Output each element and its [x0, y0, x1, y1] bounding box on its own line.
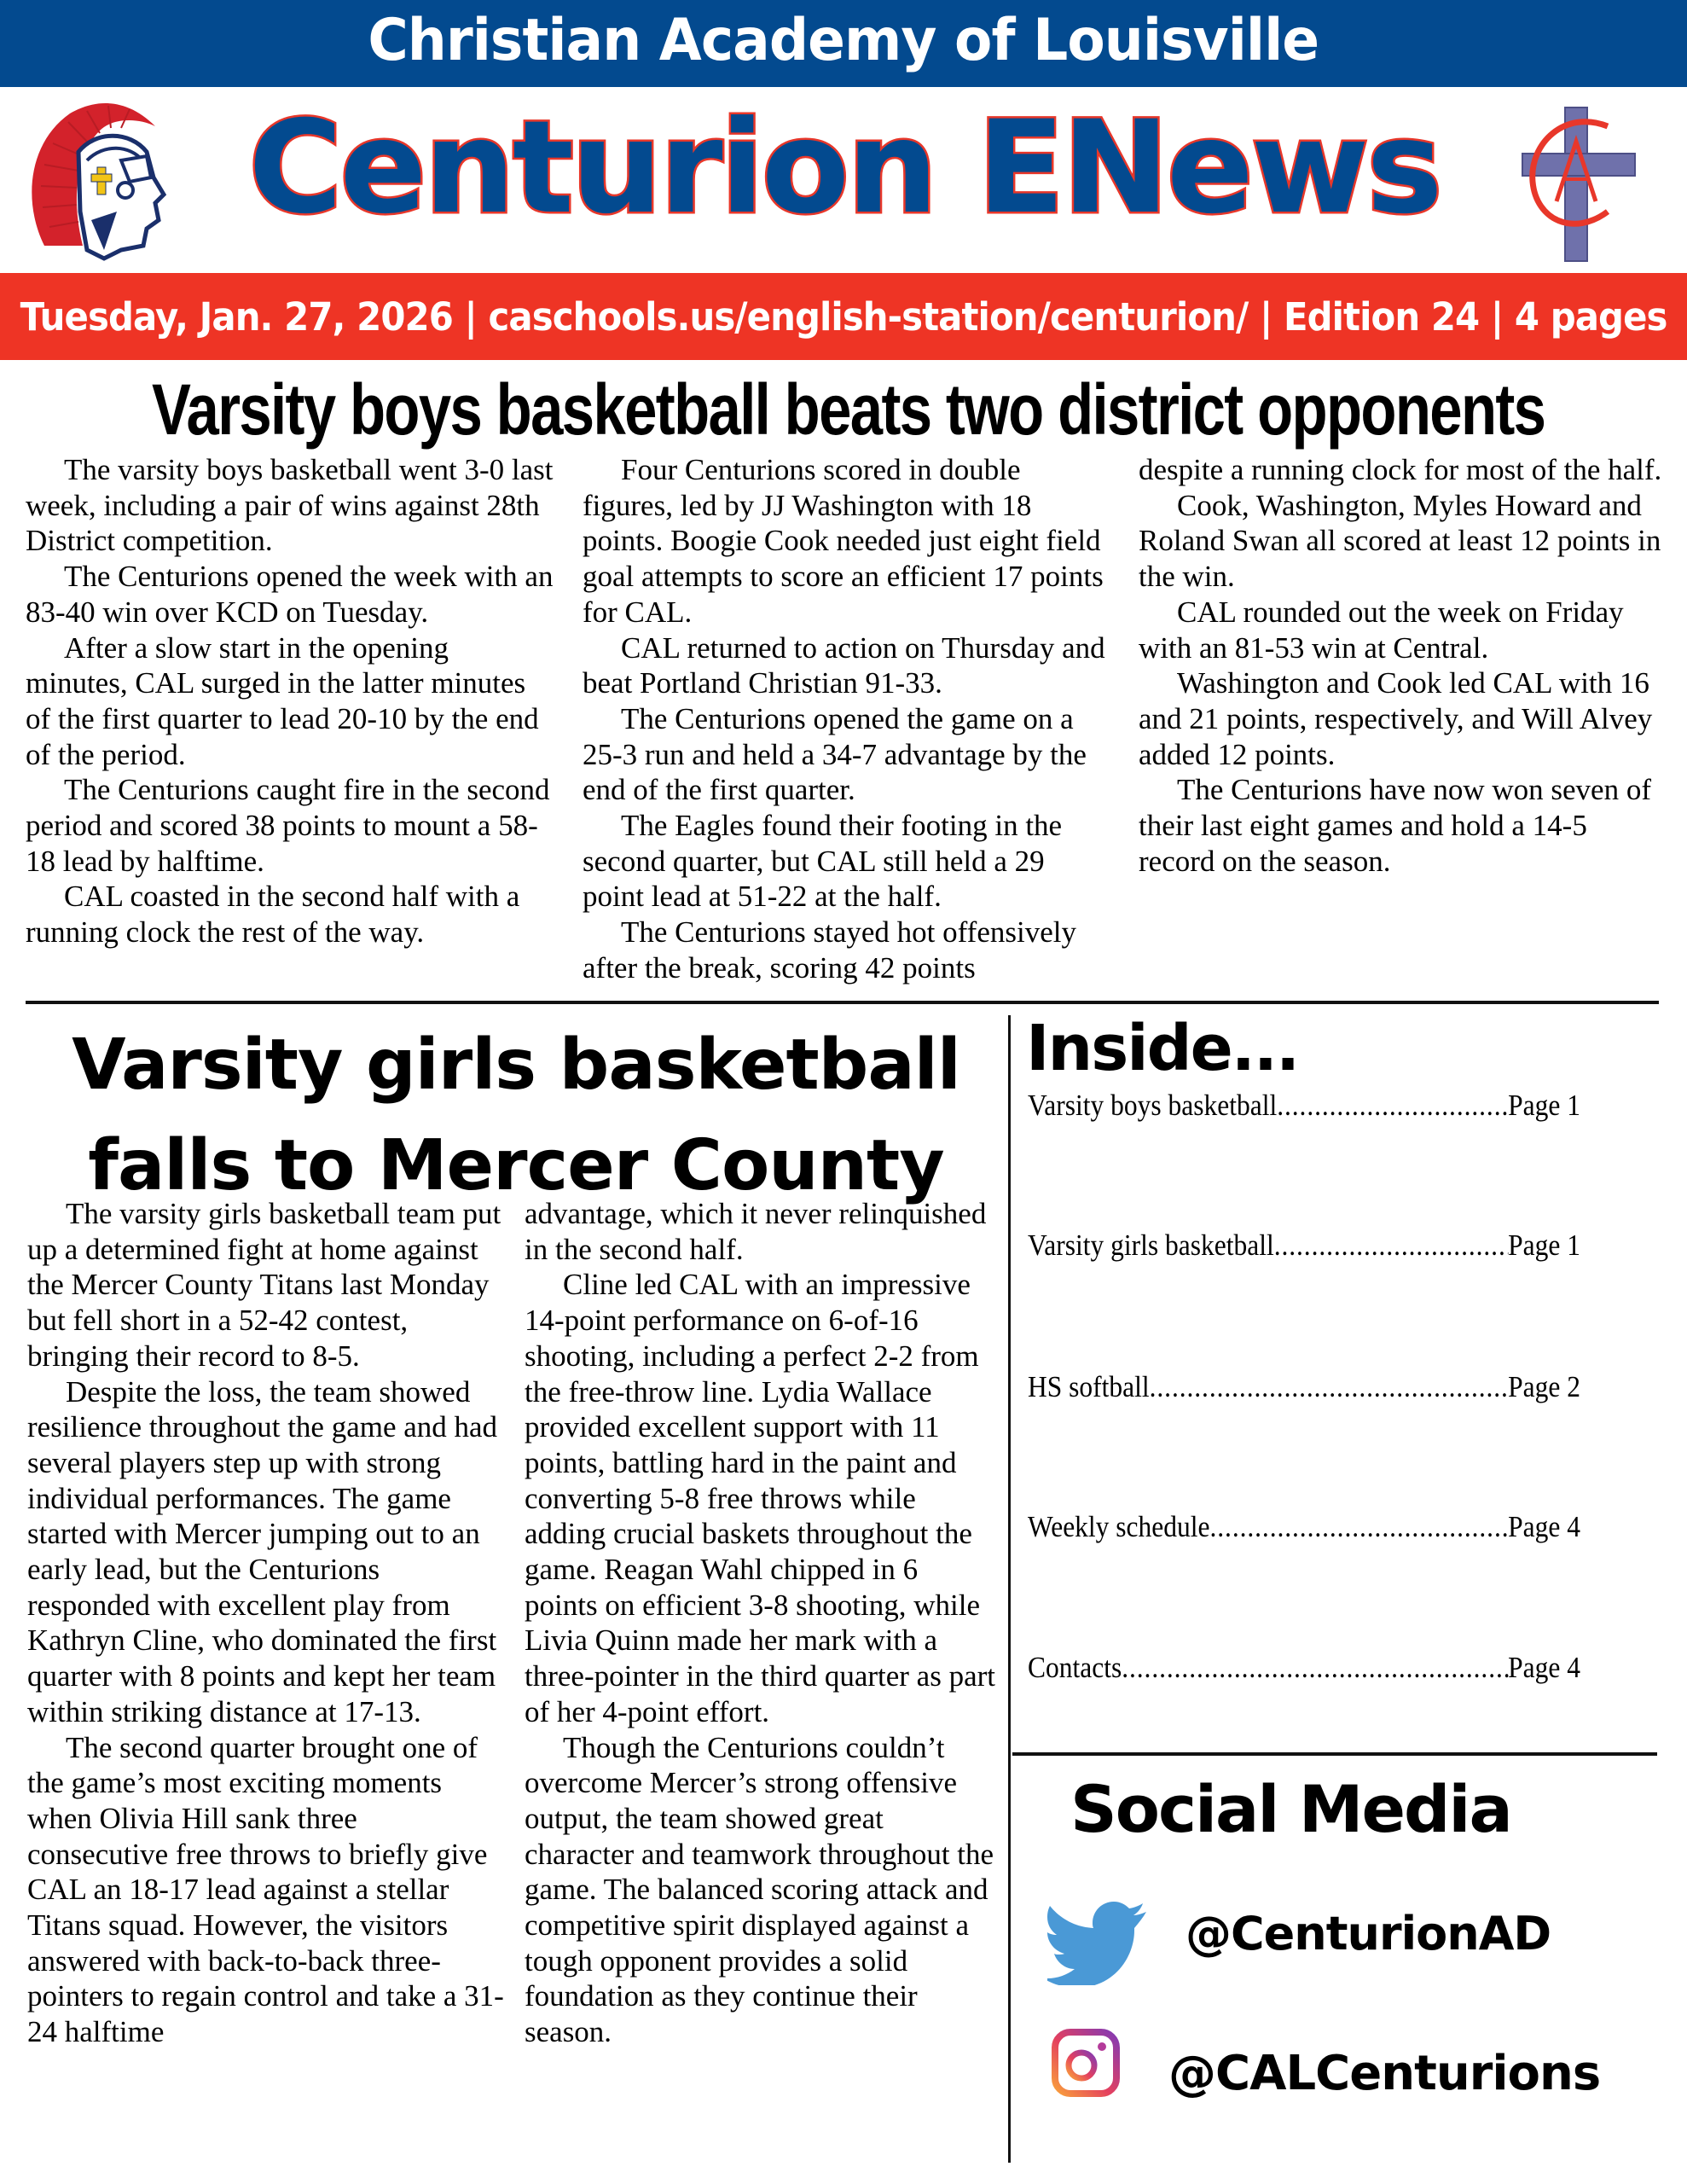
centurion-mascot-logo-icon [19, 92, 181, 263]
boys-basketball-headline: Varsity boys basketball beats two district opponents [152, 369, 1545, 450]
toc-item-hs-softball[interactable] [1028, 1372, 1580, 1402]
paragraph: The Centurions opened the game on a 25-3 run and held a 34-7 advantage by the end of the first quarter. [583, 701, 1087, 807]
issue-info: Tuesday, Jan. 27, 2026 | caschools.us/english-station/centurion/ | Edition 24 | 4 pages [20, 293, 1667, 340]
toc-label: HS softball [1028, 1370, 1150, 1403]
paragraph: Though the Centurions couldn’t overcome Mercer’s strong offensive output, the team showed great character and teamwork throughout the game. The balanced scoring attack and competitive spirit displayed against a tough opponent provides a solid foundation as they continue their season. [525, 1730, 994, 2049]
toc-page: Page 4 [1508, 1510, 1580, 1543]
toc-label: Weekly schedule [1028, 1510, 1210, 1543]
boys-article-column-3 [1139, 452, 1667, 879]
section-divider [26, 1001, 1659, 1004]
toc-page: Page 1 [1508, 1228, 1580, 1262]
boys-article-column-2 [583, 452, 1111, 986]
paragraph: Cook, Washington, Myles Howard and Roland Swan all scored at least 12 points in the win. [1139, 488, 1661, 594]
paragraph: CAL returned to action on Thursday and beat Portland Christian 91-33. [583, 630, 1105, 700]
paragraph: The varsity girls basketball team put up a determined fight at home against the Mercer County Titans last Monday but fell short in a 52-42 contest, bringing their record to 8-5. [27, 1197, 501, 1373]
toc-item-girls-basketball[interactable] [1028, 1230, 1580, 1260]
toc-leader-dots [1277, 1090, 1508, 1120]
toc-leader-dots [1122, 1653, 1508, 1682]
school-name-banner [0, 0, 1687, 87]
inside-title: Inside... [1026, 1012, 1299, 1085]
paragraph: Four Centurions scored in double figures, led by JJ Washington with 18 points. Boogie Cook needed just eight field goal attempts to score an efficient 17 points for CAL. [583, 453, 1104, 629]
toc-leader-dots [1274, 1230, 1508, 1260]
newsletter-title: Centurion ENews [248, 94, 1441, 242]
sidebar-divider [1012, 1752, 1657, 1756]
toc-item-weekly-schedule[interactable] [1028, 1512, 1580, 1542]
toc-item-boys-basketball[interactable] [1028, 1090, 1580, 1120]
toc-label: Varsity girls basketball [1028, 1228, 1274, 1262]
twitter-bird-icon[interactable] [1047, 1900, 1150, 1985]
paragraph: The varsity boys basketball went 3-0 last week, including a pair of wins against 28th District competition. [26, 453, 554, 558]
paragraph: CAL coasted in the second half with a running clock the rest of the way. [26, 880, 520, 950]
paragraph: CAL rounded out the week on Friday with an 81-53 win at Central. [1139, 595, 1624, 665]
toc-leader-dots [1150, 1372, 1508, 1402]
school-name: Christian Academy of Louisville [368, 7, 1319, 74]
paragraph: The Centurions stayed hot offensively after the break, scoring 42 points [583, 915, 1076, 985]
paragraph: After a slow start in the opening minutes, CAL surged in the latter minutes of the first quarter to lead 20-10 by the end of the period. [26, 630, 539, 771]
headline-line: falls to Mercer County [88, 1125, 944, 1206]
issue-info-banner [0, 273, 1687, 360]
paragraph: Washington and Cook led CAL with 16 and 21 points, respectively, and Will Alvey added 12 points. [1139, 666, 1653, 771]
boys-article-column-1 [26, 452, 554, 950]
paragraph: advantage, which it never relinquished in the second half. [525, 1197, 987, 1266]
paragraph: The second quarter brought one of the game’s most exciting moments when Olivia Hill sank three consecutive free throws to briefly give CAL an 18-17 lead against a stellar Titans squad. However, the visitors answered with back-to-back three-pointers to regain control and take a 31-24 halftime [27, 1730, 504, 2049]
girls-article-column-2 [525, 1196, 998, 2050]
toc-page: Page 4 [1508, 1651, 1580, 1684]
toc-label: Contacts [1028, 1651, 1122, 1684]
paragraph: The Centurions caught fire in the second period and scored 38 points to mount a 58-18 lead by halftime. [26, 773, 550, 878]
toc-page: Page 2 [1508, 1370, 1580, 1403]
paragraph: The Eagles found their footing in the second quarter, but CAL still held a 29 point lead at 51-22 at the half. [583, 809, 1063, 914]
paragraph: despite a running clock for most of the half. [1139, 453, 1662, 486]
masthead [0, 87, 1687, 273]
paragraph: The Centurions opened the week with an 83-40 win over KCD on Tuesday. [26, 560, 554, 629]
instagram-handle[interactable]: @CALCenturions [1168, 2046, 1601, 2101]
paragraph: The Centurions have now won seven of their last eight games and hold a 14-5 record on the season. [1139, 773, 1651, 878]
column-divider [1008, 1015, 1011, 2163]
toc-page: Page 1 [1508, 1089, 1580, 1122]
paragraph: Cline led CAL with an impressive 14-point performance on 6-of-16 shooting, including a perfect 2-2 from the free-throw line. Lydia Wallace provided excellent support with 11 points, battling hard in the paint and converting 5-8 free throws while adding crucial baskets throughout the game. Reagan Wahl chipped in 6 points on efficient 3-8 shooting, while Livia Quinn made her mark with a three-pointer in the third quarter as part of her 4-point effort. [525, 1268, 996, 1728]
twitter-handle[interactable]: @CenturionAD [1186, 1907, 1551, 1960]
girls-article-column-1 [27, 1196, 505, 2050]
social-media-title: Social Media [1070, 1771, 1511, 1847]
cal-cross-logo-icon [1514, 101, 1642, 263]
girls-basketball-headline [26, 1015, 1006, 1217]
toc-leader-dots [1210, 1512, 1509, 1542]
instagram-icon[interactable] [1051, 2028, 1121, 2098]
toc-item-contacts[interactable] [1028, 1653, 1580, 1682]
paragraph: Despite the loss, the team showed resilience throughout the game and had several players step up with strong individual performances. The game started with Mercer jumping out to an early lead, but the Centurions responded with excellent play from Kathryn Cline, who dominated the first quarter with 8 points and kept her team within striking distance at 17-13. [27, 1374, 498, 1728]
toc-label: Varsity boys basketball [1028, 1089, 1278, 1122]
headline-line: Varsity girls basketball [72, 1025, 960, 1106]
